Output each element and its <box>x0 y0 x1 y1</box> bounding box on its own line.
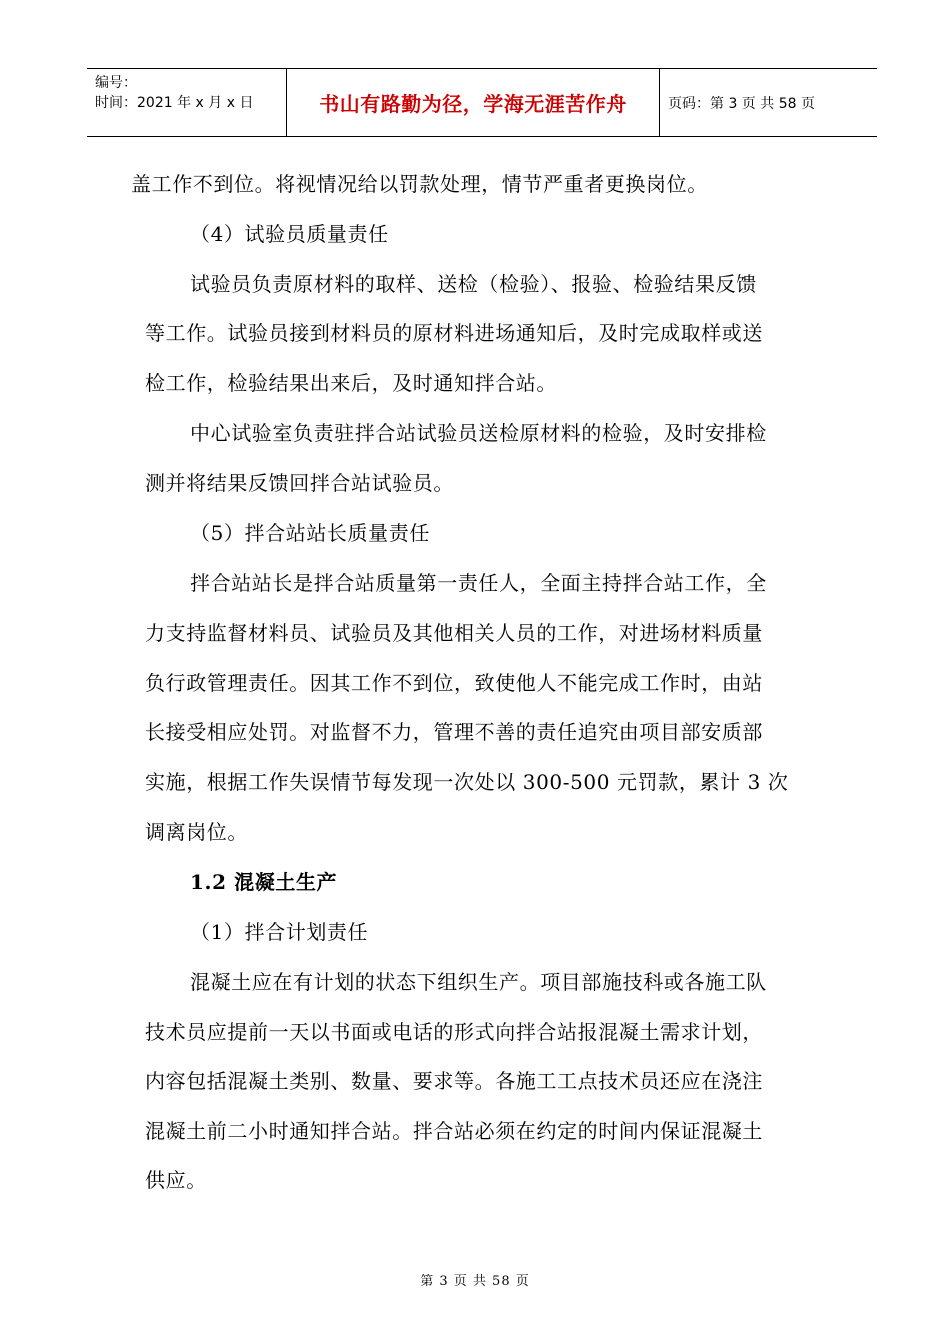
page-footer: 第 3 页 共 58 页 <box>420 1274 530 1289</box>
header-meta <box>87 69 287 136</box>
subsection-heading: 1.2 混凝土生产 <box>190 870 338 894</box>
text-line: 混凝土前二小时通知拌合站。拌合站必须在约定的时间内保证混凝土 <box>145 1119 763 1143</box>
section-heading: （5）拌合站站长质量责任 <box>190 521 430 545</box>
text-line: 技术员应提前一天以书面或电话的形式向拌合站报混凝土需求计划， <box>145 1020 763 1044</box>
text-line: 内容包括混凝土类别、数量、要求等。各施工工点技术员还应在浇注 <box>145 1069 763 1093</box>
document-number-label: 编号： <box>95 75 137 91</box>
text-line: 检工作，检验结果出来后，及时通知拌合站。 <box>145 371 557 395</box>
text-line: 调离岗位。 <box>145 820 248 844</box>
text-line: 供应。 <box>145 1168 207 1192</box>
text-line: 拌合站站长是拌合站质量第一责任人，全面主持拌合站工作，全 <box>190 571 767 595</box>
text-line: 盖工作不到位。将视情况给以罚款处理，情节严重者更换岗位。 <box>131 172 708 196</box>
text-line: 力支持监督材料员、试验员及其他相关人员的工作，对进场材料质量 <box>145 621 763 645</box>
text-line: 中心试验室负责驻拌合站试验员送检原材料的检验，及时安排检 <box>190 421 767 445</box>
text-line: 长接受相应处罚。对监督不力，管理不善的责任追究由项目部安质部 <box>145 720 763 744</box>
text-line: 测并将结果反馈回拌合站试验员。 <box>145 471 454 495</box>
text-line: 试验员负责原材料的取样、送检（检验）、报验、检验结果反馈 <box>190 272 757 296</box>
header-motto: 书山有路勤为径，学海无涯苦作舟 <box>287 69 660 136</box>
section-heading: （4）试验员质量责任 <box>190 222 389 246</box>
section-heading: （1）拌合计划责任 <box>190 920 369 944</box>
text-line: 等工作。试验员接到材料员的原材料进场通知后，及时完成取样或送 <box>145 321 763 345</box>
document-time-label: 时间：2021 年 x 月 x 日 <box>95 95 254 111</box>
text-line: 混凝土应在有计划的状态下组织生产。项目部施技科或各施工队 <box>190 970 767 994</box>
text-line: 实施，根据工作失误情节每发现一次处以 300-500 元罚款，累计 3 次 <box>145 770 789 794</box>
header-page-code: 页码：第 3 页 共 58 页 <box>668 95 815 112</box>
text-line: 负行政管理责任。因其工作不到位，致使他人不能完成工作时，由站 <box>145 671 763 695</box>
page-header <box>87 68 877 137</box>
